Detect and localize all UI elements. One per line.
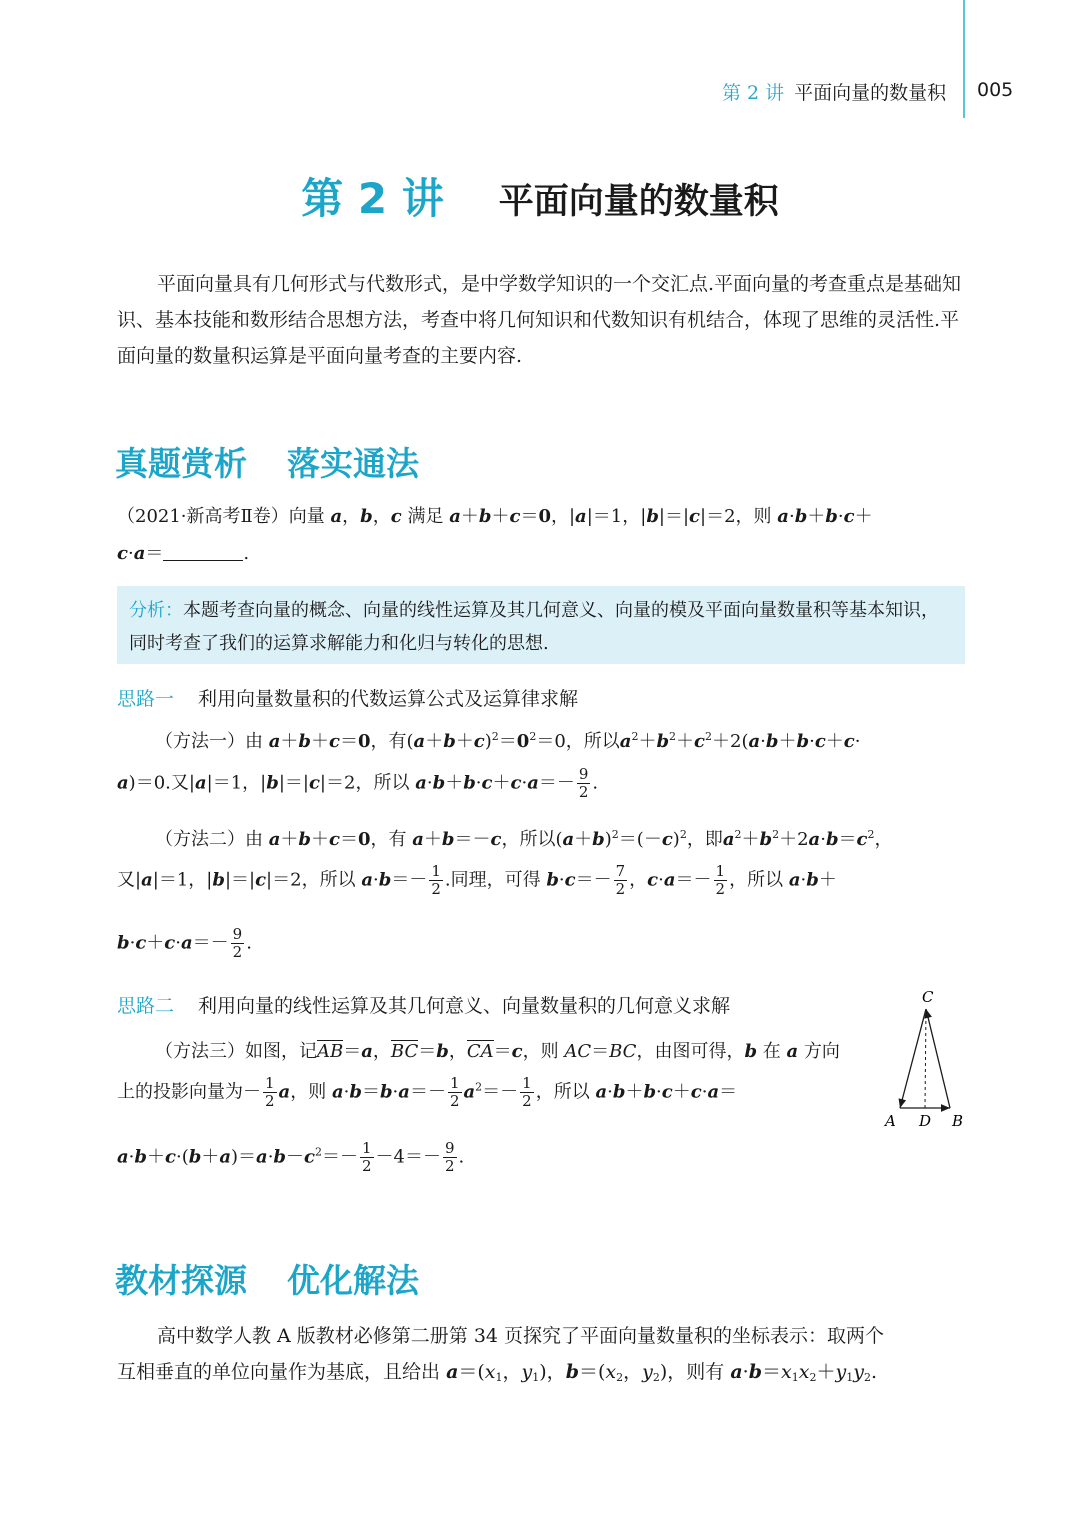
section-heading-real-exam: 真题赏析 落实通法: [115, 444, 419, 483]
triangle-figure: [880, 985, 970, 1130]
page-number: 005: [977, 79, 1014, 101]
label-c: C: [922, 988, 934, 1006]
method3-line-3: $a\cdot b+c\cdot(b+a)=a\cdot b-c^2=-$ $\frac{1}{2}$ －4＝－ $\frac{9}{2}$ .: [117, 1139, 465, 1175]
section-heading-textbook: 教材探源 优化解法: [115, 1261, 419, 1300]
chapter-title: 第 2 讲 平面向量的数量积: [301, 174, 779, 223]
altitude-cd: [925, 1009, 926, 1108]
analysis-box: [117, 586, 965, 664]
textbook-line-1: 高中数学人教 A 版教材必修第二册第 34 页探究了平面向量数量积的坐标表示：取两个: [157, 1325, 885, 1347]
label-b: B: [952, 1112, 964, 1130]
method2-line-2: 又|a|＝1，|b|＝|c|＝2，所以 a·b＝－ $\frac{1}{2}$ .同理，可得 b·c＝－ $\frac{7}{2}$ ，c·a＝－ $\frac{1}{2}$ ，所以 a·b＋: [117, 862, 837, 898]
intro-paragraph: 平面向量具有几何形式与代数形式，是中学数学知识的一个交汇点.平面向量的考查重点是基础知识、基本技能和数形结合思想方法，考查中将几何知识和代数知识有机结合，体现了思维的灵活性.平面向量的数量积运算是平面向量考查的主要内容.: [117, 273, 962, 367]
vector-ca: [900, 1009, 926, 1108]
analysis-label: 分析：: [129, 600, 183, 621]
problem-line-2: c·a＝ .: [117, 543, 250, 564]
thought-two: 思路二 利用向量的线性运算及其几何意义、向量数量积的几何意义求解: [117, 995, 731, 1017]
label-a: A: [885, 1112, 896, 1130]
method3-line-2: 上的投影向量为－ $\frac{1}{2}$ a，则 a·b＝b·a＝－ $\frac{1}{2}$ $a^2=-$ $\frac{1}{2}$ ，所以 a·b＋b·c＋c·a＝: [117, 1074, 738, 1110]
method2-line-3: b·c＋c·a＝－ $\frac{9}{2}$ .: [117, 925, 252, 961]
method2-line-1: （方法二）由 a＋b＋c＝0，有 a＋b＝－c，所以$(a+b)^2=(-c)^2$，即$a^2+b^2+2a\cdot b=c^2$，: [155, 828, 893, 850]
analysis-text: 本题考查向量的概念、向量的线性运算及其几何意义、向量的模及平面向量数量积等基本知识，同时考查了我们的运算求解能力和化归与转化的思想.: [129, 600, 939, 654]
answer-blank[interactable]: [163, 559, 243, 561]
method1-line-1: （方法一）由 a＋b＋c＝0，有$(a+b+c)^2=0^2=0$，所以$a^2+b^2+c^2+2(a\cdot b+b\cdot c+c\cdot$: [155, 730, 861, 752]
thought-one: 思路一 利用向量数量积的代数运算公式及运算律求解: [117, 688, 579, 710]
problem-line-1: （2021·新高考Ⅱ卷）向量 a，b，c 满足 a＋b＋c＝0，|a|＝1，|b|＝|c|＝2，则 a·b＋b·c＋: [117, 506, 873, 527]
method1-line-2: a)＝0.又|a|＝1，|b|＝|c|＝2，所以 a·b＋b·c＋c·a＝－ $\frac{9}{2}$ .: [117, 765, 599, 801]
header-rule: [963, 0, 965, 118]
running-header: 第 2 讲 平面向量的数量积: [722, 82, 947, 104]
label-d: D: [919, 1112, 932, 1130]
method3-line-1: （方法三）如图，记AB＝a，BC＝b，CA＝c，则 AC＝BC，由图可得，b 在 a 方向: [155, 1041, 840, 1062]
textbook-line-2: 互相垂直的单位向量作为基底，且给出 $a=(x_1$，$y_1$)，$b=(x_2$，$y_2$)，则有 $a\cdot b=x_1x_2+y_1y_2$.: [117, 1361, 877, 1384]
vector-bc: [926, 1009, 950, 1108]
